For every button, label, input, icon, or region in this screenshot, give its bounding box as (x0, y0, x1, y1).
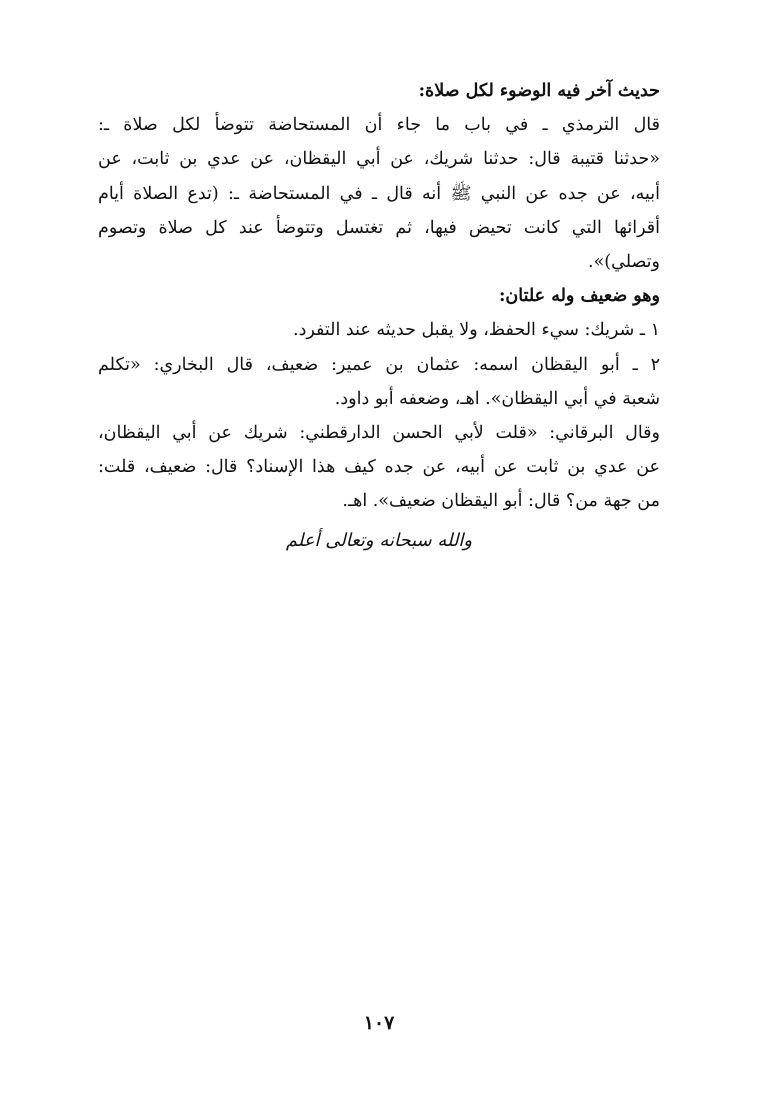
barqani-line-2: عن عدي بن ثابت عن أبيه، عن جده كيف هذا الإسناد؟ قال: ضعيف، قلت: (98, 457, 660, 478)
closing-phrase: والله سبحانه وتعالى أعلم (285, 530, 473, 551)
point-1: ١ ـ شريك: سيء الحفظ، ولا يقبل حديثه عند التفرد. (293, 320, 660, 341)
body-text (98, 74, 660, 519)
text-line-4: أقرائها التي كانت تحيض فيها، ثم تغتسل وتتوضأ عند كل صلاة وتصوم (98, 217, 660, 238)
barqani-line-3: من جهة من؟ قال: أبو اليقظان ضعيف». اهـ. (342, 491, 660, 512)
page-number: ١٠٧ (363, 1012, 395, 1034)
point-2-continued: شعبة في أبي اليقظان». اهـ، وضعفه أبو داود. (334, 388, 660, 409)
point-2: ٢ ـ أبو اليقظان اسمه: عثمان بن عمير: ضعيف، قال البخاري: «تكلم (98, 354, 660, 375)
text-line-5: وتصلي)». (588, 252, 660, 273)
text-line-2: «حدثنا قتيبة قال: حدثنا شريك، عن أبي اليقظان، عن عدي بن ثابت، عن (98, 149, 660, 170)
text-line-3: أبيه، عن جده عن النبي ﷺ أنه قال ـ في المستحاضة ـ: (تدع الصلاة أيام (98, 183, 660, 204)
section-heading: حديث آخر فيه الوضوء لكل صلاة: (418, 81, 660, 101)
weakness-heading: وهو ضعيف وله علتان: (498, 286, 660, 307)
barqani-line-1: وقال البرقاني: «قلت لأبي الحسن الدارقطني: شريك عن أبي اليقظان، (98, 423, 660, 444)
text-line-1: قال الترمذي ـ في باب ما جاء أن المستحاضة تتوضأ لكل صلاة ـ: (98, 115, 660, 136)
